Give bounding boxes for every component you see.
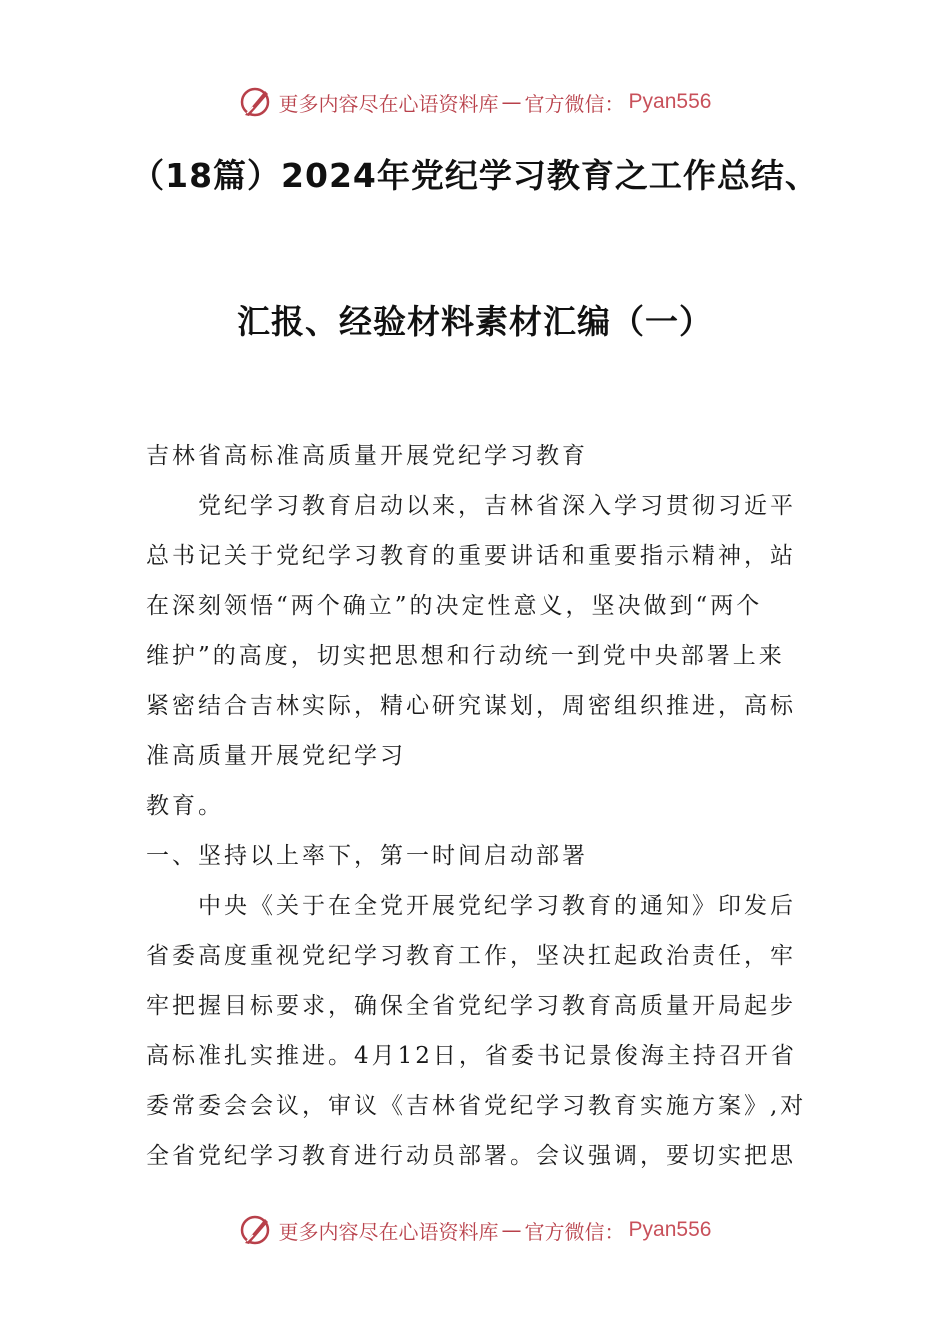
paragraph-line: 全省党纪学习教育进行动员部署。会议强调，要切实把思 bbox=[146, 1143, 796, 1169]
watermark-separator: — bbox=[501, 1218, 522, 1242]
document-title-line-1: （18篇）2024年党纪学习教育之工作总结、 bbox=[131, 156, 819, 195]
paragraph-line: 高标准扎实推进。4月12日，省委书记景俊海主持召开省 bbox=[146, 1043, 797, 1069]
paragraph-line: 总书记关于党纪学习教育的重要讲话和重要指示精神，站 bbox=[146, 543, 796, 569]
paragraph-line: 牢把握目标要求，确保全省党纪学习教育高质量开局起步 bbox=[146, 993, 796, 1019]
paragraph-line: 省委高度重视党纪学习教育工作，坚决扛起政治责任，牢 bbox=[146, 943, 796, 969]
paragraph-line: 委常委会会议，审议《吉林省党纪学习教育实施方案》,对 bbox=[146, 1093, 807, 1119]
paragraph-line: 教育。 bbox=[146, 793, 224, 819]
document-title-line-2: 汇报、经验材料素材汇编（一） bbox=[237, 302, 713, 341]
paragraph-line: 紧密结合吉林实际，精心研究谋划，周密组织推进，高标 bbox=[146, 693, 796, 719]
paragraph-line: 维护”的高度，切实把思想和行动统一到党中央部署上来 bbox=[146, 643, 785, 669]
watermark-wechat-label: 官方微信： bbox=[524, 1219, 625, 1244]
watermark-banner-bottom bbox=[0, 1210, 950, 1250]
section-heading: 吉林省高标准高质量开展党纪学习教育 bbox=[146, 443, 588, 469]
paragraph-line: 中央《关于在全党开展党纪学习教育的通知》印发后 bbox=[198, 893, 796, 919]
quill-pen-icon bbox=[239, 1213, 273, 1247]
watermark-wechat-id: Pyan556 bbox=[628, 90, 712, 113]
watermark-banner-top bbox=[0, 82, 950, 122]
watermark-separator: — bbox=[501, 90, 522, 114]
watermark-wechat-id: Pyan556 bbox=[628, 1218, 712, 1241]
watermark-wechat-label: 官方微信： bbox=[524, 91, 625, 116]
paragraph-line: 党纪学习教育启动以来，吉林省深入学习贯彻习近平 bbox=[198, 493, 796, 519]
subsection-heading: 一、坚持以上率下，第一时间启动部署 bbox=[146, 843, 588, 869]
paragraph-line: 准高质量开展党纪学习 bbox=[146, 743, 406, 769]
quill-pen-icon bbox=[239, 85, 273, 119]
watermark-site-text: 更多内容尽在心语资料库 bbox=[278, 91, 499, 116]
paragraph-line: 在深刻领悟“两个确立”的决定性意义，坚决做到“两个 bbox=[146, 593, 763, 619]
watermark-site-text: 更多内容尽在心语资料库 bbox=[278, 1219, 499, 1244]
